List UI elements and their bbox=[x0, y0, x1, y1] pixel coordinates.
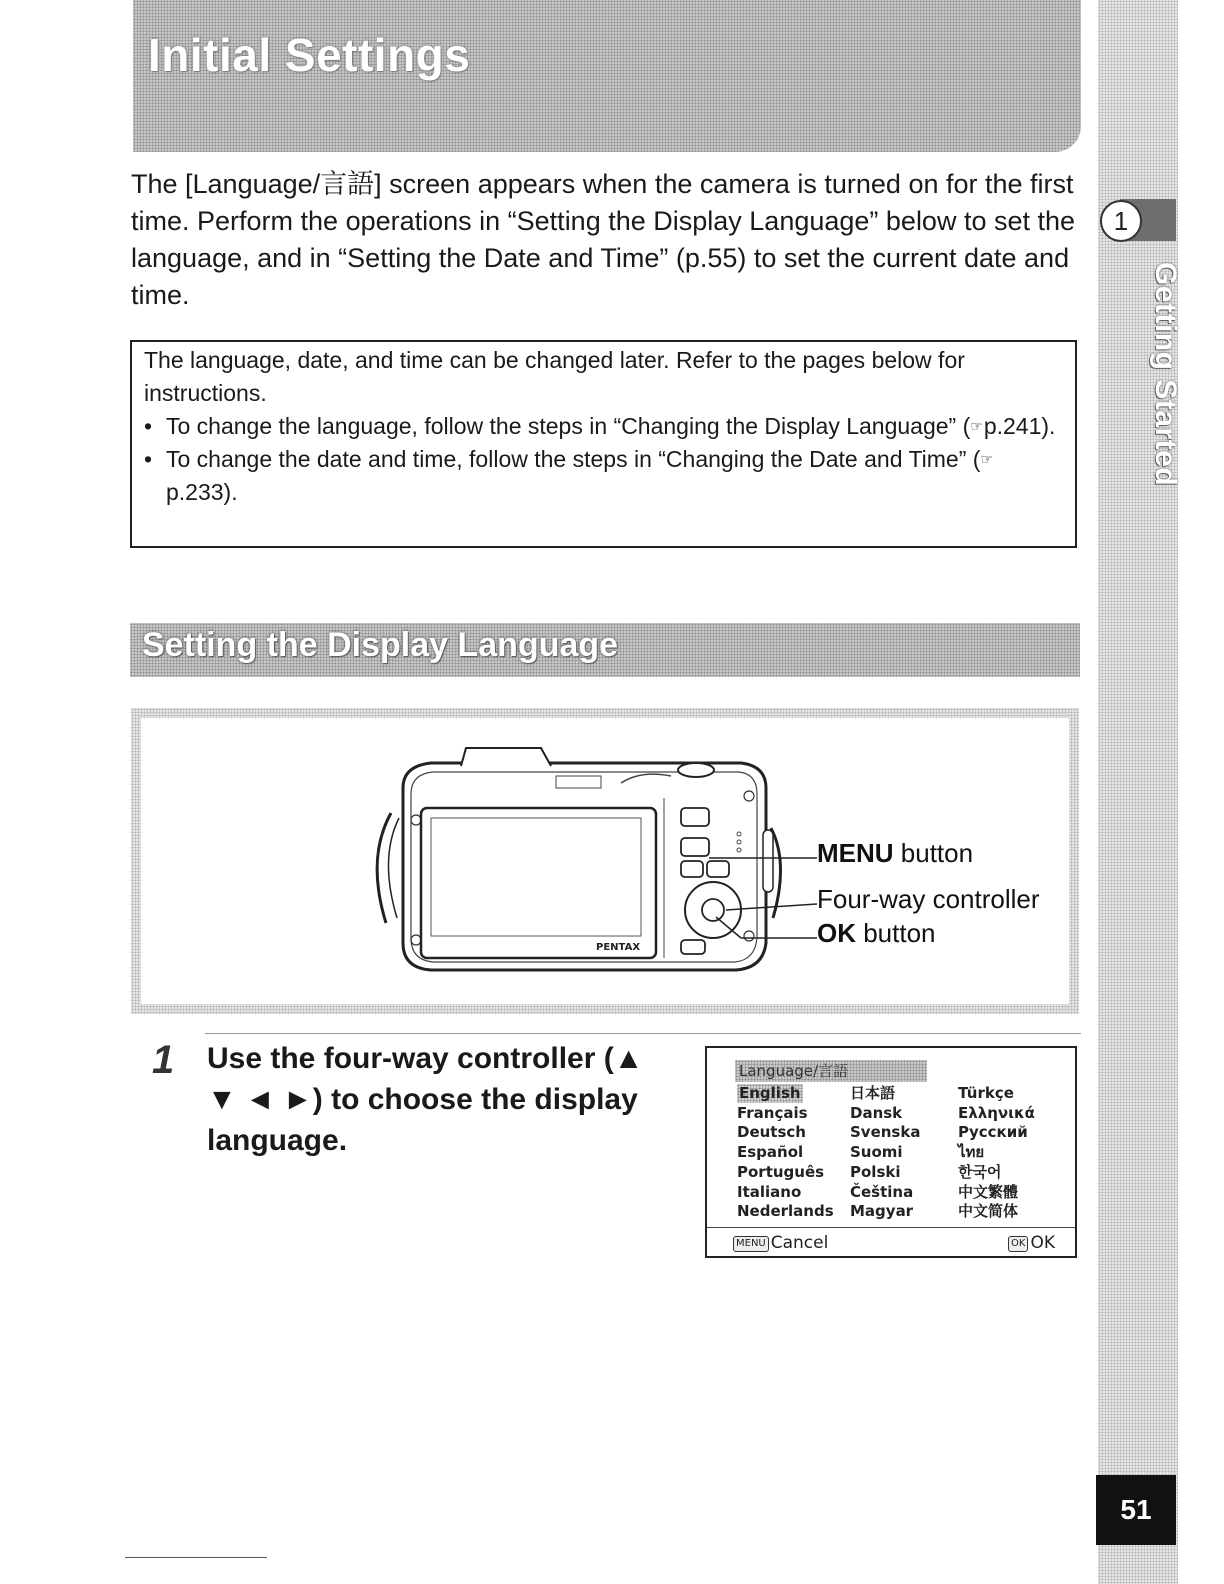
language-grid bbox=[737, 1084, 1067, 1222]
camera-illustration-panel bbox=[131, 708, 1079, 1014]
section-title: Setting the Display Language bbox=[142, 626, 619, 664]
language-option[interactable]: Nederlands bbox=[737, 1202, 834, 1221]
menu-button-label: MENU button bbox=[817, 838, 974, 868]
menu-key-icon: MENU bbox=[733, 1236, 769, 1252]
chapter-title: Getting Started bbox=[1149, 262, 1182, 487]
language-option[interactable]: Русский bbox=[958, 1123, 1028, 1142]
step-divider bbox=[205, 1033, 1081, 1034]
language-option[interactable]: Español bbox=[737, 1143, 804, 1162]
ok-key-icon: OK bbox=[1008, 1236, 1028, 1252]
language-option[interactable]: Dansk bbox=[850, 1103, 903, 1122]
lcd-divider bbox=[707, 1227, 1075, 1228]
language-screen bbox=[705, 1046, 1077, 1258]
ok-control[interactable]: OK OK bbox=[1008, 1233, 1055, 1253]
four-way-controller-label: Four-way controller bbox=[817, 884, 1040, 914]
ok-button-label: OK button bbox=[817, 918, 936, 948]
note-bullet: • To change the date and time, follow the steps in “Changing the Date and Time” (☞p.233). bbox=[144, 443, 1065, 509]
language-option[interactable]: Magyar bbox=[850, 1202, 914, 1221]
language-option[interactable]: English bbox=[739, 1084, 801, 1102]
language-option[interactable]: Deutsch bbox=[737, 1123, 806, 1142]
step-number: 1 bbox=[152, 1038, 175, 1082]
language-option[interactable]: Türkçe bbox=[958, 1084, 1014, 1102]
language-option[interactable]: Português bbox=[737, 1162, 825, 1181]
intro-paragraph: The [Language/言語] screen appears when the camera is turned on for the first time. Perform the operations in “Setting the Display Language” below to set the language, and in “Setting the Date and Time” (p.55) to set the current date and time. bbox=[131, 169, 1076, 310]
language-option[interactable]: 한국어 bbox=[958, 1162, 1002, 1181]
reference-icon: ☞ bbox=[970, 418, 983, 434]
note-bullet: • To change the language, follow the steps in “Changing the Display Language” (☞p.241). bbox=[144, 410, 1065, 443]
language-option[interactable]: Ελληνικά bbox=[958, 1103, 1035, 1122]
step-instruction: Use the four-way controller (▲ ▼ ◄ ►) to choose the display language. bbox=[207, 1042, 644, 1157]
chapter-number: 1 bbox=[1100, 200, 1142, 242]
page-number: 51 bbox=[1096, 1475, 1176, 1545]
cancel-control[interactable]: MENU Cancel bbox=[733, 1233, 828, 1253]
camera-brand: PENTAX bbox=[596, 942, 641, 953]
reference-icon: ☞ bbox=[980, 451, 993, 467]
language-option[interactable]: Italiano bbox=[737, 1182, 802, 1201]
note-box bbox=[130, 340, 1077, 548]
language-option[interactable]: Čeština bbox=[850, 1182, 914, 1201]
language-option[interactable]: Svenska bbox=[850, 1123, 921, 1142]
note-text: The language, date, and time can be changed later. Refer to the pages below for instructions. bbox=[144, 347, 965, 406]
language-option[interactable]: 日本語 bbox=[850, 1084, 896, 1102]
language-option[interactable]: ไทย bbox=[958, 1143, 985, 1162]
language-option[interactable]: 中文简体 bbox=[958, 1202, 1019, 1221]
language-option[interactable]: 中文繁體 bbox=[958, 1182, 1019, 1201]
language-screen-title: Language/言語 bbox=[735, 1060, 927, 1082]
language-option[interactable]: Français bbox=[737, 1103, 808, 1122]
page-title: Initial Settings bbox=[148, 29, 471, 81]
language-option[interactable]: Polski bbox=[850, 1162, 901, 1181]
language-option[interactable]: Suomi bbox=[850, 1143, 903, 1162]
footer-rule bbox=[125, 1557, 267, 1558]
